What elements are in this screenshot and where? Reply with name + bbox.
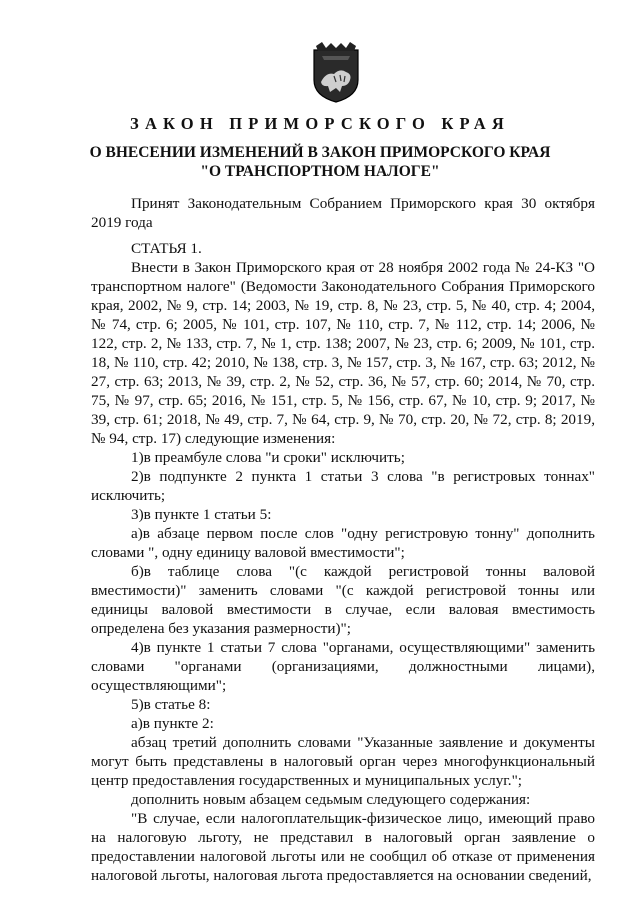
law-subtitle <box>0 143 640 181</box>
subtitle-line-1: О ВНЕСЕНИИ ИЗМЕНЕНИЙ В ЗАКОН ПРИМОРСКОГО КРАЯ <box>89 144 551 161</box>
article-heading: СТАТЬЯ 1. <box>131 240 202 257</box>
item-3b: б)в таблице слова "(с каждой регистровой тонны валовой вместимости)" заменить словами "(с каждой регистровой тонны или единицы валовой вместимости в случае, если валовая вместимость определена без указания размерности)"; <box>91 563 595 637</box>
law-title: ЗАКОН ПРИМОРСКОГО КРАЯ <box>130 114 510 133</box>
item-5a-quote: "В случае, если налогоплательщик-физическое лицо, имеющий право на налоговую льготу, не представил в налоговый орган заявление о предоставлении налоговой льготы или не сообщил об отказе от применения налоговой льготы, налоговая льгота предоставляется на основании сведений, <box>91 810 595 884</box>
item-5a-para3: абзац третий дополнить словами "Указанные заявление и документы могут быть представлены в налоговый орган через многофункциональный центр предоставления государственных и муниципальных услуг."; <box>91 734 595 789</box>
item-4: 4)в пункте 1 статьи 7 слова "органами, осуществляющими" заменить словами "органами (организациями, должностными лицами), осуществляющими"; <box>91 639 595 694</box>
subtitle-line-2: "О ТРАНСПОРТНОМ НАЛОГЕ" <box>200 163 440 180</box>
item-3: 3)в пункте 1 статьи 5: <box>131 506 272 523</box>
item-5a-add: дополнить новым абзацем седьмым следующего содержания: <box>131 791 531 808</box>
item-5a: а)в пункте 2: <box>131 715 214 732</box>
paragraph-intro: Внести в Закон Приморского края от 28 ноября 2002 года № 24-КЗ "О транспортном налоге" (Ведомости Законодательного Собрания Приморского края, 2002, № 9, стр. 14; 2003, № 19, стр. 8, № 23, стр. 5, № 40, стр. 4; 2004, № 74, стр. 6; 2005, № 101, стр. 107, № 110, стр. 7, № 112, стр. 14; 2006, № 122, стр. 2, № 133, стр. 7, № 1, стр. 138; 2007, № 23, стр. 6; 2009, № 101, стр. 18, № 110, стр. 42; 2010, № 138, стр. 3, № 157, стр. 3, № 167, стр. 63; 2012, № 27, стр. 63; 2013, № 39, стр. 2, № 52, стр. 36, № 57, стр. 60; 2014, № 70, стр. 75, № 97, стр. 65; 2016, № 151, стр. 5, № 156, стр. 67, № 10, стр. 9; 2017, № 39, стр. 61; 2018, № 49, стр. 7, № 64, стр. 9, № 70, стр. 20, № 72, стр. 8; 2019, № 94, стр. 17) следующие изменения: <box>91 259 595 447</box>
item-1: 1)в преамбуле слова "и сроки" исключить; <box>131 449 405 466</box>
item-3a: а)в абзаце первом после слов "одну регистровую тонну" дополнить словами ", одну единицу валовой вместимости"; <box>91 525 595 561</box>
coat-of-arms-icon <box>312 42 360 104</box>
law-body <box>91 239 595 885</box>
adoption-note: Принят Законодательным Собранием Приморского края 30 октября 2019 года <box>91 195 595 231</box>
item-5: 5)в статье 8: <box>131 696 211 713</box>
item-2: 2)в подпункте 2 пункта 1 статьи 3 слова "в регистровых тоннах" исключить; <box>91 468 595 504</box>
